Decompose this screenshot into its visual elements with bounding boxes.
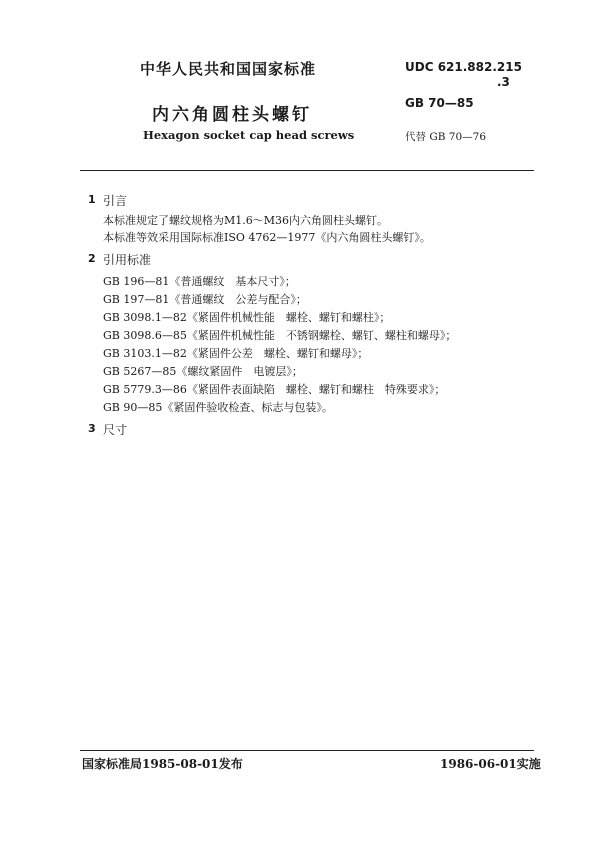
- reference-item: GB 5779.3—86《紧固件表面缺陷 螺栓、螺钉和螺柱 特殊要求》；: [103, 383, 446, 396]
- effective-date: 1986-06-01实施: [440, 757, 541, 771]
- issuing-authority: 中华人民共和国国家标准: [140, 60, 317, 78]
- approval-date: 国家标准局1985-08-01发布: [82, 757, 243, 771]
- section-number-2: 2: [88, 252, 96, 265]
- section-title-references: 引用标准: [103, 253, 152, 267]
- reference-item: GB 5267—85《螺纹紧固件 电镀层》；: [103, 365, 303, 378]
- section-number-3: 3: [88, 422, 96, 435]
- reference-item: GB 3098.6—85《紧固件机械性能 不锈钢螺栓、螺钉、螺柱和螺母》；: [103, 329, 457, 342]
- intro-paragraph-2: 本标准等效采用国际标准ISO 4762—1977《内六角圆柱头螺钉》。: [103, 231, 431, 244]
- reference-item: GB 196—81《普通螺纹 基本尺寸》；: [103, 275, 296, 288]
- reference-item: GB 197—81《普通螺纹 公差与配合》；: [103, 293, 307, 306]
- header-divider: [80, 170, 534, 171]
- reference-item: GB 90—85《紧固件验收检查、标志与包装》。: [103, 401, 333, 414]
- document-title-english: Hexagon socket cap head screws: [143, 128, 355, 142]
- reference-item: GB 3098.1—82《紧固件机械性能 螺栓、螺钉和螺柱》；: [103, 311, 391, 324]
- replaces-standard: 代替 GB 70—76: [405, 131, 487, 143]
- section-number-1: 1: [88, 193, 96, 206]
- standard-number: GB 70—85: [405, 96, 474, 110]
- document-title-chinese: 内六角圆柱头螺钉: [152, 105, 312, 125]
- section-title-dimensions: 尺寸: [103, 423, 128, 437]
- intro-paragraph-1: 本标准规定了螺纹规格为M1.6～M36内六角圆柱头螺钉。: [103, 214, 389, 227]
- udc-code-continuation: .3: [497, 75, 510, 89]
- section-title-introduction: 引言: [103, 194, 128, 208]
- footer-divider: [80, 750, 534, 751]
- reference-item: GB 3103.1—82《紧固件公差 螺栓、螺钉和螺母》；: [103, 347, 369, 360]
- udc-code: UDC 621.882.215: [405, 60, 522, 74]
